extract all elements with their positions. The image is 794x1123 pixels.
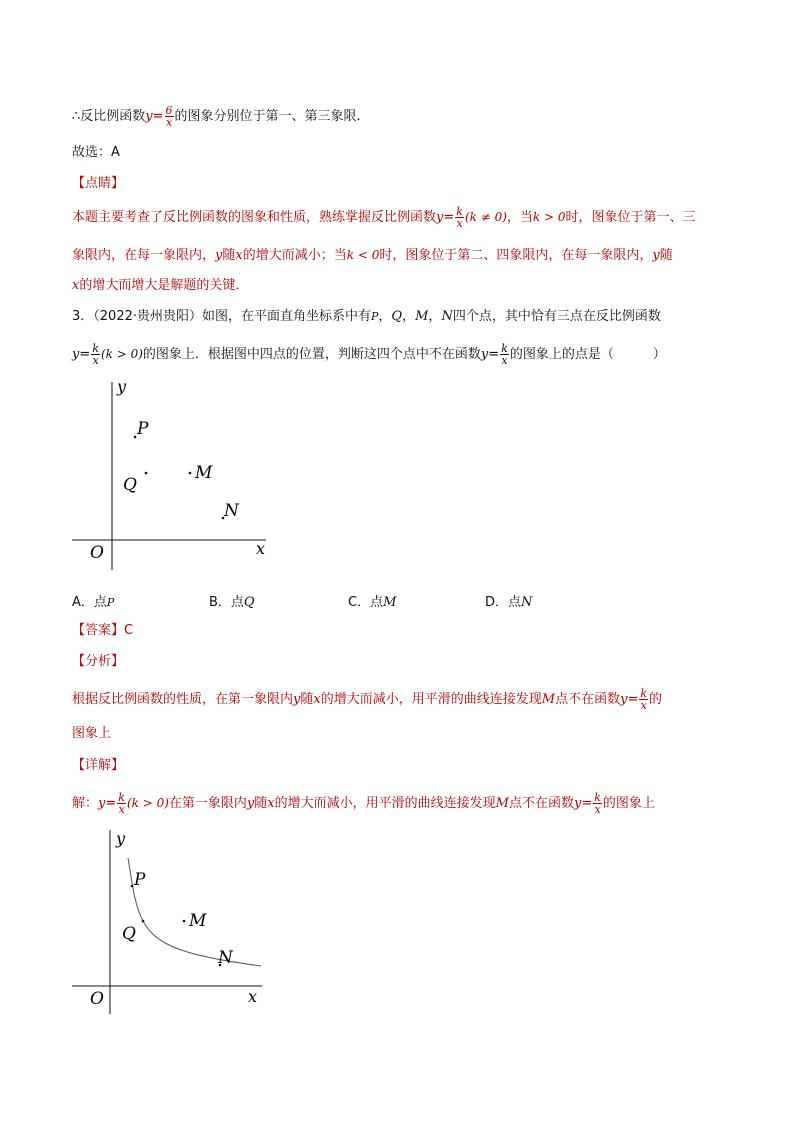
- text: 的图象上．根据图中四点的位置，判断这四个点中不在函数: [142, 347, 481, 362]
- var-y: y: [652, 248, 660, 263]
- var-y: y: [620, 692, 628, 707]
- denominator: x: [456, 217, 463, 230]
- option-label: D．点: [485, 595, 522, 610]
- var-y: y: [436, 210, 444, 225]
- label-N: N: [218, 948, 233, 968]
- label-Q: Q: [123, 475, 137, 495]
- point-M: [183, 920, 186, 923]
- sep: ，: [378, 309, 392, 324]
- var-x: x: [235, 248, 243, 263]
- fraction: [639, 688, 648, 711]
- eq-sign: =: [488, 347, 500, 362]
- label-P: P: [134, 870, 146, 890]
- analysis-heading: [72, 652, 124, 672]
- eq-sign: =: [627, 692, 639, 707]
- var-y: y: [98, 796, 106, 811]
- text: 点不在函数: [508, 796, 574, 811]
- label-N: N: [224, 501, 239, 521]
- label-M: M: [189, 911, 207, 931]
- point-P: [134, 436, 137, 439]
- text: 故选：A: [72, 145, 120, 160]
- point-Q: [145, 472, 148, 475]
- text: 的: [649, 692, 663, 707]
- prev-answer: [72, 143, 120, 163]
- dianjing-line-1: [72, 206, 696, 229]
- denominator: x: [92, 354, 99, 367]
- x-axis-label: x: [248, 987, 258, 1006]
- origin-label: O: [90, 989, 104, 1009]
- dianjing-line-2: [72, 245, 673, 266]
- option-value: N: [521, 595, 533, 610]
- text: 的图象分别位于第一、第三象限．: [174, 109, 370, 124]
- option-label: C．点: [348, 595, 384, 610]
- fraction: [91, 343, 100, 366]
- denominator: x: [594, 803, 601, 816]
- fraction: [165, 105, 174, 128]
- numerator: k: [640, 687, 648, 700]
- text: 随: [222, 248, 236, 263]
- text: ，当: [506, 210, 533, 225]
- text: 象限内，在每一象限内，: [72, 248, 216, 263]
- var-Q: Q: [391, 309, 403, 324]
- var-x: x: [267, 796, 275, 811]
- eq-sign: =: [105, 796, 117, 811]
- option-b[interactable]: [209, 591, 255, 610]
- y-axis-label: y: [116, 829, 126, 848]
- dianjing-line-3: [72, 276, 248, 296]
- option-value: M: [383, 595, 397, 610]
- conclusion-line: [72, 105, 370, 128]
- var-y: y: [215, 248, 223, 263]
- point-M: [189, 472, 192, 475]
- y-axis-label: y: [117, 377, 127, 396]
- eq-sign: =: [443, 210, 455, 225]
- var-M: M: [541, 692, 556, 707]
- option-value: P: [106, 596, 115, 609]
- label-M: M: [195, 463, 213, 483]
- text: 的图象上的点是（ ）: [509, 347, 666, 362]
- var-y: y: [72, 347, 80, 362]
- text: 本题主要考查了反比例函数的图象和性质，熟练掌握反比例函数: [72, 210, 437, 225]
- denominator: x: [640, 699, 647, 712]
- var-P: P: [371, 310, 379, 323]
- var-x: x: [72, 278, 80, 293]
- option-label: B．点: [209, 595, 244, 610]
- sep: ，: [402, 309, 416, 324]
- text: 图象上: [72, 726, 112, 741]
- text: 的图象上: [602, 796, 655, 811]
- eq-sign: =: [152, 109, 164, 124]
- fraction: [593, 792, 602, 815]
- fraction: [500, 343, 509, 366]
- text: 3．（2022·贵州贵阳）如图，在平面直角坐标系中有: [72, 309, 371, 324]
- var-y: y: [573, 796, 582, 811]
- analysis-line-1: [72, 688, 662, 711]
- numerator: k: [92, 342, 99, 355]
- condition: (k ≠ 0): [464, 210, 507, 224]
- option-c[interactable]: [348, 591, 396, 610]
- text: 【点睛】: [72, 176, 125, 191]
- option-value: Q: [243, 595, 255, 610]
- text: 随: [659, 248, 673, 263]
- analysis-line-2: [72, 724, 111, 744]
- option-label: A．点: [72, 595, 107, 610]
- detail-heading: [72, 756, 124, 776]
- text: 解：: [72, 796, 99, 811]
- text: 【详解】: [72, 758, 125, 773]
- figure-1-plot: [66, 374, 276, 574]
- question-line-1: [72, 307, 661, 327]
- var-y: y: [293, 692, 301, 707]
- numerator: k: [594, 791, 601, 804]
- detail-line-1: [72, 792, 655, 815]
- text: 根据反比例函数的性质，在第一象限内: [72, 692, 294, 707]
- text: 【分析】: [72, 654, 125, 669]
- denominator: x: [165, 116, 173, 129]
- text: ∴反比例函数: [72, 109, 146, 124]
- condition: k > 0: [532, 210, 566, 224]
- numerator: 6: [165, 104, 173, 117]
- text: 随: [254, 796, 268, 811]
- numerator: k: [456, 205, 463, 218]
- origin-label: O: [90, 543, 104, 563]
- text: 四个点，其中恰有三点在反比例函数: [452, 309, 661, 324]
- text: 【答案】C: [72, 623, 134, 638]
- text: 的增大而减小，用平滑的曲线连接发现: [320, 692, 542, 707]
- point-P: [131, 885, 134, 888]
- question-line-2: [72, 343, 666, 366]
- text: 的增大而增大是解题的关键．: [79, 278, 249, 293]
- numerator: k: [501, 342, 508, 355]
- var-y: y: [480, 347, 489, 362]
- eq-sign: =: [581, 796, 593, 811]
- condition: (k > 0): [126, 796, 169, 810]
- fraction: [117, 792, 126, 815]
- condition: k < 0: [346, 248, 380, 262]
- text: 的增大而减小，用平滑的曲线连接发现: [274, 796, 496, 811]
- point-Q: [142, 920, 145, 923]
- var-M: M: [495, 796, 509, 811]
- label-Q: Q: [122, 924, 136, 944]
- condition: (k > 0): [100, 347, 143, 361]
- sep: ，: [428, 309, 442, 324]
- var-y: y: [246, 796, 255, 811]
- var-y: y: [145, 109, 153, 124]
- denominator: x: [118, 803, 125, 816]
- dianjing-heading: [72, 174, 124, 194]
- option-a[interactable]: [72, 591, 114, 610]
- text: 时，图象位于第一、三: [565, 210, 696, 225]
- eq-sign: =: [79, 347, 91, 362]
- text: 随: [300, 692, 314, 707]
- numerator: k: [118, 791, 125, 804]
- text: 在第一象限内: [168, 796, 247, 811]
- var-x: x: [313, 692, 321, 707]
- text: 时，图象位于第二、四象限内，在每一象限内，: [379, 248, 653, 263]
- var-N: N: [441, 309, 453, 324]
- text: 的增大而减小；当: [242, 248, 347, 263]
- answer-heading: [72, 621, 133, 641]
- fraction: [455, 206, 464, 229]
- denominator: x: [501, 354, 508, 367]
- text: 点不在函数: [555, 692, 621, 707]
- var-M: M: [415, 309, 429, 324]
- label-P: P: [137, 419, 149, 439]
- figure-2-plot: [66, 826, 276, 1016]
- x-axis-label: x: [256, 539, 266, 558]
- option-d[interactable]: [485, 591, 532, 610]
